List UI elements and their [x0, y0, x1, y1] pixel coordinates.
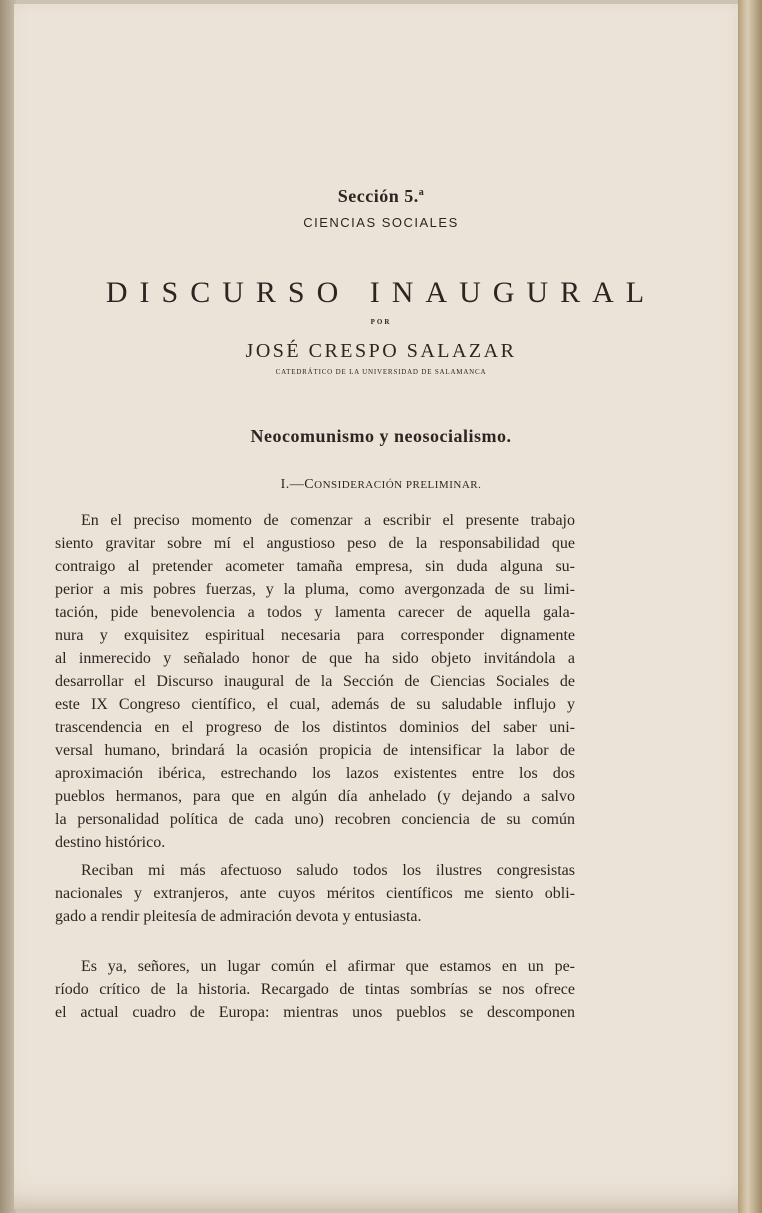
text-line: al inmerecido y señalado honor de que ha sido objeto invitándola a [55, 650, 575, 667]
text-line: contraigo al pretender acometer tamaña empresa, sin duda alguna su- [55, 558, 575, 575]
text-line: tación, pide benevolencia a todos y lamenta carecer de aquella gala- [55, 604, 575, 621]
text-line: ríodo crítico de la historia. Recargado de tintas sombrías se nos ofrece [55, 981, 575, 998]
author-affiliation: CATEDRÁTICO DE LA UNIVERSIDAD DE SALAMANCA [275, 368, 487, 376]
text-line: versal humano, brindará la ocasión propicia de intensificar la labor de [55, 742, 575, 759]
text-line: destino histórico. [55, 834, 166, 851]
text-line: nacionales y extranjeros, ante cuyos méritos científicos me siento obli- [55, 885, 575, 902]
chapter-subheading [0, 477, 762, 493]
section-superscript: a [418, 187, 425, 198]
text-line: el actual cuadro de Europa: mientras unos pueblos se descomponen [55, 1004, 575, 1021]
subheading-smallcaps: ONSIDERACIÓN PRELIMINAR. [314, 479, 482, 491]
text-line: pueblos hermanos, para que en algún día anhelado (y dejando a salvo [55, 788, 575, 805]
text-line: gado a rendir pleitesía de admiración devota y entusiasta. [55, 908, 422, 925]
por-label: POR [370, 318, 392, 326]
text-line: aproximación ibérica, estrechando los lazos existentes entre los dos [55, 765, 575, 782]
text-line: En el preciso momento de comenzar a escribir el presente trabajo [81, 512, 575, 529]
document-title: DISCURSO INAUGURAL [105, 276, 657, 309]
text-line: nura y exquisitez espiritual necesaria para corresponder dignamente [55, 627, 575, 644]
text-line: trascendencia en el progreso de los distintos dominios del saber uni- [55, 719, 575, 736]
text-line: Es ya, señores, un lugar común el afirmar que estamos en un pe- [81, 958, 575, 975]
text-line: desarrollar el Discurso inaugural de la Sección de Ciencias Sociales de [55, 673, 575, 690]
section-number [0, 186, 762, 207]
page-right-edge [738, 0, 762, 1213]
subheading-prefix: I.—C [280, 477, 315, 492]
section-subtitle: CIENCIAS SOCIALES [303, 215, 459, 230]
text-line: Reciban mi más afectuoso saludo todos los ilustres congresistas [81, 862, 575, 879]
text-line: la personalidad política de cada uno) recobren conciencia de su común [55, 811, 575, 828]
text-line: este IX Congreso científico, el cual, además de su saludable influjo y [55, 696, 575, 713]
section-label: Sección 5. [337, 186, 419, 206]
text-line: siento gravitar sobre mí el angustioso peso de la responsabilidad que [55, 535, 575, 552]
text-line: perior a mis pobres fuerzas, y la pluma, como avergonzada de su limi- [55, 581, 575, 598]
article-heading: Neocomunismo y neosocialismo. [250, 426, 512, 446]
author-name: JOSÉ CRESPO SALAZAR [245, 340, 517, 362]
